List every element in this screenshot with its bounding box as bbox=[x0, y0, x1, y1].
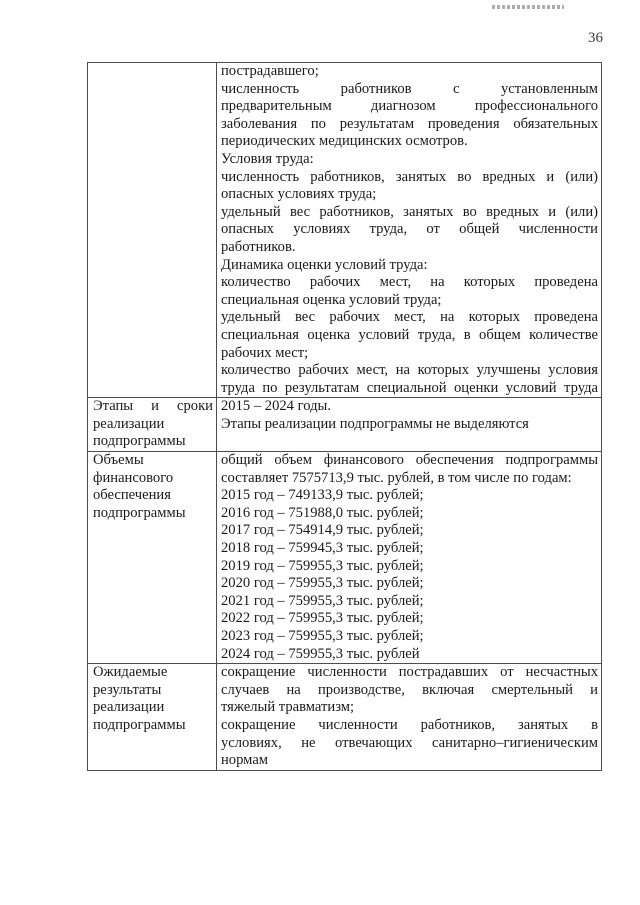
text-line: условиях, не отвечающих санитарно–гигиеническим bbox=[221, 734, 598, 751]
text-line: 2019 год – 759955,3 тыс. рублей; bbox=[221, 557, 424, 574]
text-line: 2024 год – 759955,3 тыс. рублей bbox=[221, 645, 420, 662]
text-line: специальная оценка условий труда, в общем количестве bbox=[221, 326, 598, 343]
text-line: численность работников, занятых во вредных и (или) bbox=[221, 168, 598, 185]
text-line: пострадавшего; bbox=[221, 63, 319, 79]
text-line: 2016 год – 751988,0 тыс. рублей; bbox=[221, 504, 424, 521]
row-label-cell bbox=[88, 664, 217, 771]
text-line: 2015 год – 749133,9 тыс. рублей; bbox=[221, 487, 424, 504]
table-row bbox=[88, 398, 602, 452]
text-line: удельный вес рабочих мест, на которых проведена bbox=[221, 309, 598, 326]
text-line: удельный вес работников, занятых во вредных и (или) bbox=[221, 203, 598, 220]
text-line: тяжелый травматизм; bbox=[221, 699, 355, 716]
text-line: 2018 год – 759945,3 тыс. рублей; bbox=[221, 540, 424, 557]
text-line: опасных условиях труда; bbox=[221, 186, 377, 203]
text-line: случаев на производстве, включая смертельный и bbox=[221, 681, 598, 698]
row-label-cell bbox=[88, 398, 217, 452]
row-label-cell bbox=[88, 63, 217, 398]
text-line: 2021 год – 759955,3 тыс. рублей; bbox=[221, 592, 424, 609]
text-line: реализации bbox=[93, 415, 165, 432]
text-line: опасных условиях труда, от общей численности bbox=[221, 221, 598, 238]
text-line: 2020 год – 759955,3 тыс. рублей; bbox=[221, 575, 424, 592]
text-line: заболевания по результатам проведения обязательных bbox=[221, 115, 598, 132]
text-line: сокращение численности работников, занятых в bbox=[221, 716, 598, 733]
text-line: 2015 – 2024 годы. bbox=[221, 398, 331, 415]
page-number: 36 bbox=[588, 30, 603, 46]
text-line: реализации bbox=[93, 699, 165, 716]
text-line: работников. bbox=[221, 238, 296, 255]
text-line: Условия труда: bbox=[221, 150, 314, 167]
text-line: составляет 7575713,9 тыс. рублей, в том числе по годам: bbox=[221, 469, 572, 486]
text-line: численность работников с установленным bbox=[221, 80, 598, 97]
text-line: количество рабочих мест, на которых улучшены условия bbox=[221, 362, 598, 379]
text-line: количество рабочих мест, на которых проведена bbox=[221, 274, 598, 291]
text-line: подпрограммы bbox=[93, 504, 186, 521]
text-line: подпрограммы bbox=[93, 716, 186, 733]
row-content-cell bbox=[217, 398, 602, 452]
text-line: обеспечения bbox=[93, 487, 171, 504]
text-line: периодических медицинских осмотров. bbox=[221, 133, 468, 150]
text-line: общий объем финансового обеспечения подпрограммы bbox=[221, 452, 598, 469]
text-line: нормам bbox=[221, 752, 269, 769]
text-line: предварительным диагнозом профессионального bbox=[221, 98, 598, 115]
table-row bbox=[88, 664, 602, 771]
row-content-cell bbox=[217, 63, 602, 398]
row-content-cell bbox=[217, 664, 602, 771]
text-line: рабочих мест; bbox=[221, 344, 309, 361]
text-line: сокращение численности пострадавших от несчастных bbox=[221, 664, 598, 681]
text-line: результаты bbox=[93, 681, 162, 698]
text-line: финансового bbox=[93, 469, 174, 486]
text-line: 2017 год – 754914,9 тыс. рублей; bbox=[221, 522, 424, 539]
text-line: Ожидаемые bbox=[93, 664, 168, 681]
text-line: Этапы реализации подпрограммы не выделяются bbox=[221, 415, 529, 432]
text-line: труда по результатам специальной оценки условий труда bbox=[221, 379, 598, 396]
text-line: 2022 год – 759955,3 тыс. рублей; bbox=[221, 610, 424, 627]
row-content-cell bbox=[217, 452, 602, 664]
passport-table bbox=[87, 62, 602, 771]
row-label-cell bbox=[88, 452, 217, 664]
text-line: Динамика оценки условий труда: bbox=[221, 256, 428, 273]
text-line: 2023 год – 759955,3 тыс. рублей; bbox=[221, 628, 424, 644]
text-line: Объемы bbox=[93, 452, 144, 469]
text-line: Этапы и сроки bbox=[93, 398, 213, 415]
text-line: специальная оценка условий труда; bbox=[221, 291, 442, 308]
scan-artifact bbox=[492, 5, 564, 9]
text-line: подпрограммы bbox=[93, 433, 186, 450]
table-row bbox=[88, 63, 602, 398]
table-row bbox=[88, 452, 602, 664]
